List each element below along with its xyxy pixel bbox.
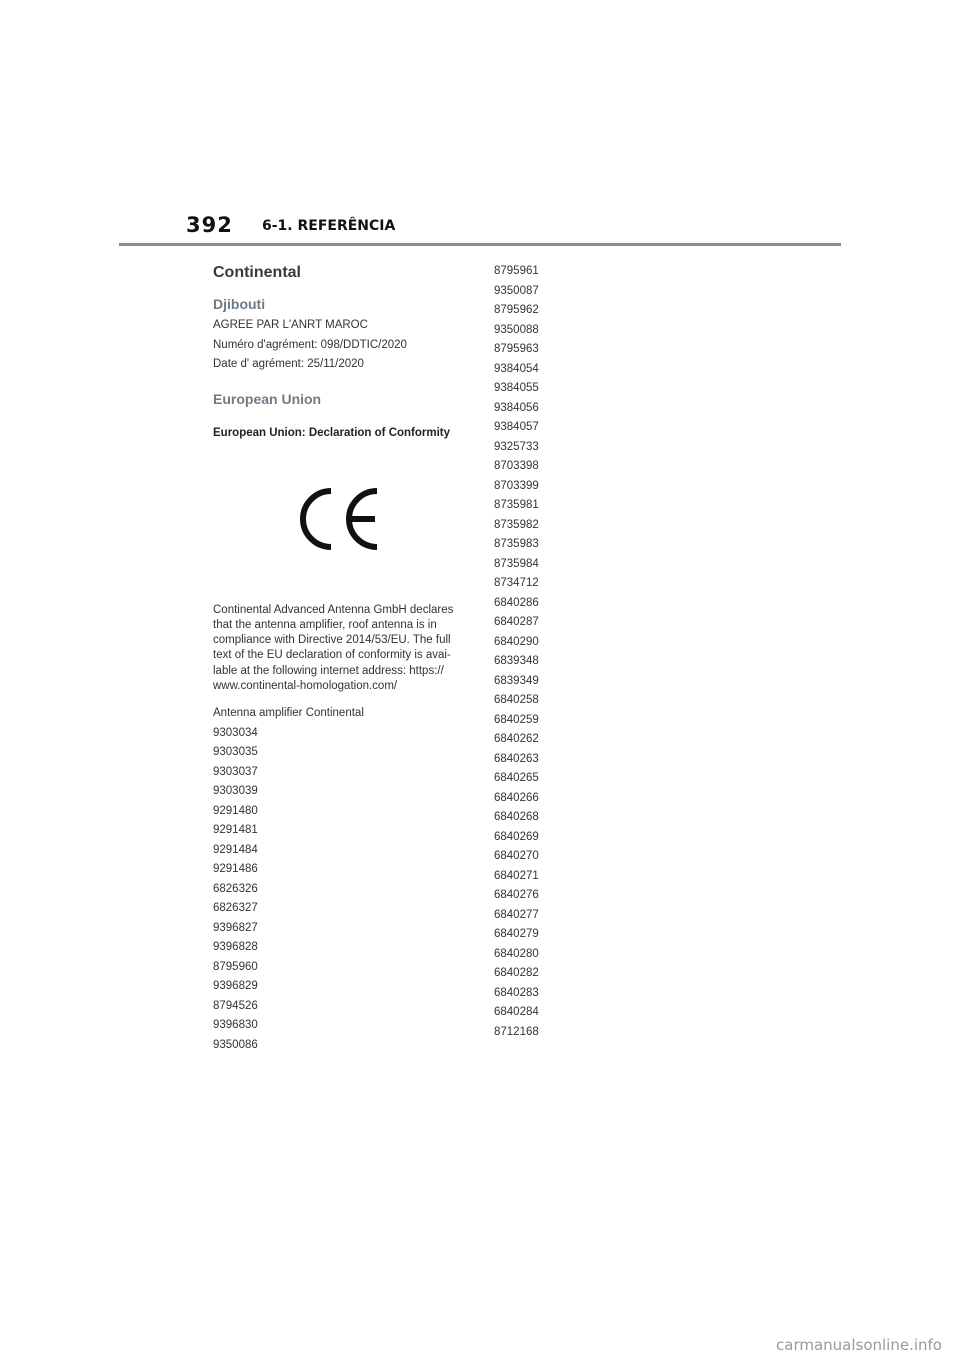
page-number: 392 — [186, 213, 233, 237]
djibouti-line: Numéro d'agrément: 098/DDTIC/2020 — [213, 338, 407, 351]
part-number: 9303035 — [213, 746, 258, 759]
part-number: 8795961 — [494, 265, 539, 277]
part-number: 8703398 — [494, 460, 539, 472]
amplifier-label: Antenna amplifier Continental — [213, 707, 364, 720]
part-number: 6840290 — [494, 635, 539, 648]
right-number-list — [494, 262, 614, 1042]
part-number: 6840258 — [494, 694, 539, 706]
part-number: 8795963 — [494, 343, 539, 355]
paragraph-line: that the antenna amplifier, roof antenna is in — [213, 618, 437, 631]
left-column — [213, 262, 468, 1055]
part-number: 9396830 — [213, 1019, 258, 1032]
part-number: 6840287 — [494, 616, 539, 628]
part-number: 9396827 — [213, 921, 258, 934]
part-number: 9384057 — [494, 421, 539, 433]
part-number: 9350087 — [494, 284, 539, 297]
part-number: 9384056 — [494, 401, 539, 414]
part-number: 8735982 — [494, 518, 539, 531]
section-title: 6-1. REFERÊNCIA — [262, 218, 396, 234]
heading-european-union: European Union — [213, 390, 322, 407]
heading-continental: Continental — [213, 264, 301, 281]
part-number: 6840268 — [494, 811, 539, 823]
part-number: 8735981 — [494, 499, 539, 511]
part-number: 9350086 — [213, 1038, 258, 1051]
declaration-title: European Union: Declaration of Conformity — [213, 426, 451, 439]
part-number: 6840277 — [494, 908, 539, 921]
right-column — [494, 262, 614, 1042]
part-number: 8735984 — [494, 557, 539, 570]
paragraph-line: www.continental-homologation.com/ — [213, 679, 398, 692]
part-number: 9350088 — [494, 323, 539, 336]
part-number: 6840280 — [494, 947, 539, 960]
part-number: 6840284 — [494, 1006, 539, 1018]
part-number: 9325733 — [494, 440, 539, 453]
ce-mark-container — [213, 443, 468, 599]
part-number: 9303037 — [213, 765, 258, 778]
paragraph-line: lable at the following internet address: https:// — [213, 664, 444, 677]
part-number: 6839349 — [494, 674, 539, 687]
paragraph-line: text of the EU declaration of conformity is avai- — [213, 649, 451, 662]
djibouti-line: AGREE PAR L'ANRT MAROC — [213, 319, 368, 331]
part-number: 9291481 — [213, 824, 258, 837]
part-number: 6840266 — [494, 791, 539, 804]
part-number: 9303039 — [213, 785, 258, 798]
part-number: 9396829 — [213, 980, 258, 993]
part-number: 6840286 — [494, 596, 539, 609]
part-number: 8703399 — [494, 479, 539, 492]
watermark: carmanualsonline.info — [776, 1336, 942, 1354]
paragraph-line: Continental Advanced Antenna GmbH declares — [213, 603, 454, 616]
paragraph-line: compliance with Directive 2014/53/EU. The full — [213, 634, 451, 647]
part-number: 6840271 — [494, 869, 539, 882]
ce-mark-icon — [295, 487, 385, 551]
part-number: 6840263 — [494, 752, 539, 765]
part-number: 9396828 — [213, 941, 258, 954]
part-number: 6839348 — [494, 655, 539, 667]
part-number: 6840279 — [494, 928, 539, 940]
part-number: 8735983 — [494, 538, 539, 550]
part-number: 8794526 — [213, 999, 258, 1012]
header-rule — [119, 243, 841, 246]
part-number: 6826327 — [213, 902, 258, 915]
part-number: 9384054 — [494, 362, 539, 375]
part-number: 9303034 — [213, 726, 258, 739]
part-number: 6840276 — [494, 889, 539, 901]
djibouti-line: Date d' agrément: 25/11/2020 — [213, 358, 364, 370]
part-number: 6840282 — [494, 967, 539, 979]
part-number: 6840259 — [494, 713, 539, 726]
part-number: 6840283 — [494, 986, 539, 999]
part-number: 8795962 — [494, 304, 539, 316]
declaration-paragraph — [213, 603, 468, 695]
part-number: 8795960 — [213, 960, 258, 973]
part-number: 8712168 — [494, 1025, 539, 1038]
part-number: 6840269 — [494, 830, 539, 843]
part-number: 9291484 — [213, 843, 258, 856]
left-number-list — [213, 724, 468, 1056]
part-number: 9384055 — [494, 382, 539, 394]
part-number: 8734712 — [494, 577, 539, 589]
part-number: 6840262 — [494, 733, 539, 745]
part-number: 6840270 — [494, 850, 539, 862]
heading-djibouti: Djibouti — [213, 296, 266, 312]
part-number: 9291486 — [213, 863, 258, 876]
part-number: 6826326 — [213, 882, 258, 895]
part-number: 6840265 — [494, 772, 539, 784]
part-number: 9291480 — [213, 804, 258, 817]
